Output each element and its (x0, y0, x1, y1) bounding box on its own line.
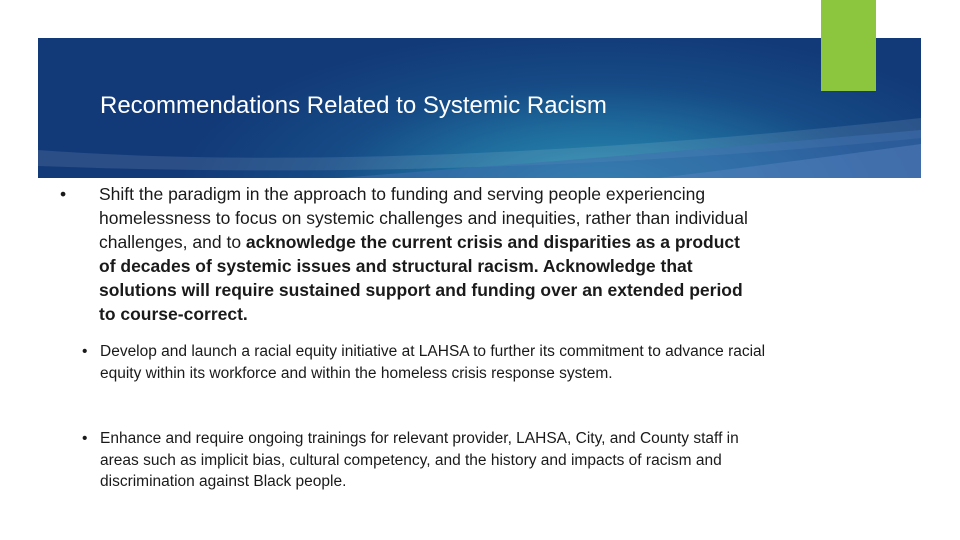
sub-bullet-1 (82, 341, 772, 384)
sub-bullet-2 (82, 428, 772, 493)
main-bullet (60, 182, 760, 326)
main-bullet-bold-text: acknowledge the current crisis and disparities as a product of decades of systemic issues and structural racism. Acknowledge that solutions will require sustained support and funding over an extended period to course-correct. (99, 232, 743, 324)
sub-bullet-text: Enhance and require ongoing trainings for relevant provider, LAHSA, City, and County staff in areas such as implicit bias, cultural competency, and the history and impacts of racism and discrimination against Black people. (100, 430, 739, 490)
accent-bar (821, 0, 876, 91)
bullet-marker: • (82, 343, 88, 360)
main-bullet-normal-text: Shift the paradigm in the approach to funding and serving people experiencing homelessness to focus on systemic challenges and inequities, rather than individual challenges, and to (99, 184, 748, 252)
bullet-marker: • (82, 430, 88, 447)
bullet-marker: • (60, 184, 67, 204)
main-bullet-text (99, 182, 760, 326)
slide-title: Recommendations Related to Systemic Racism (100, 92, 607, 119)
sub-bullet-text: Develop and launch a racial equity initiative at LAHSA to further its commitment to advance racial equity within its workforce and within the homeless crisis response system. (100, 343, 766, 382)
